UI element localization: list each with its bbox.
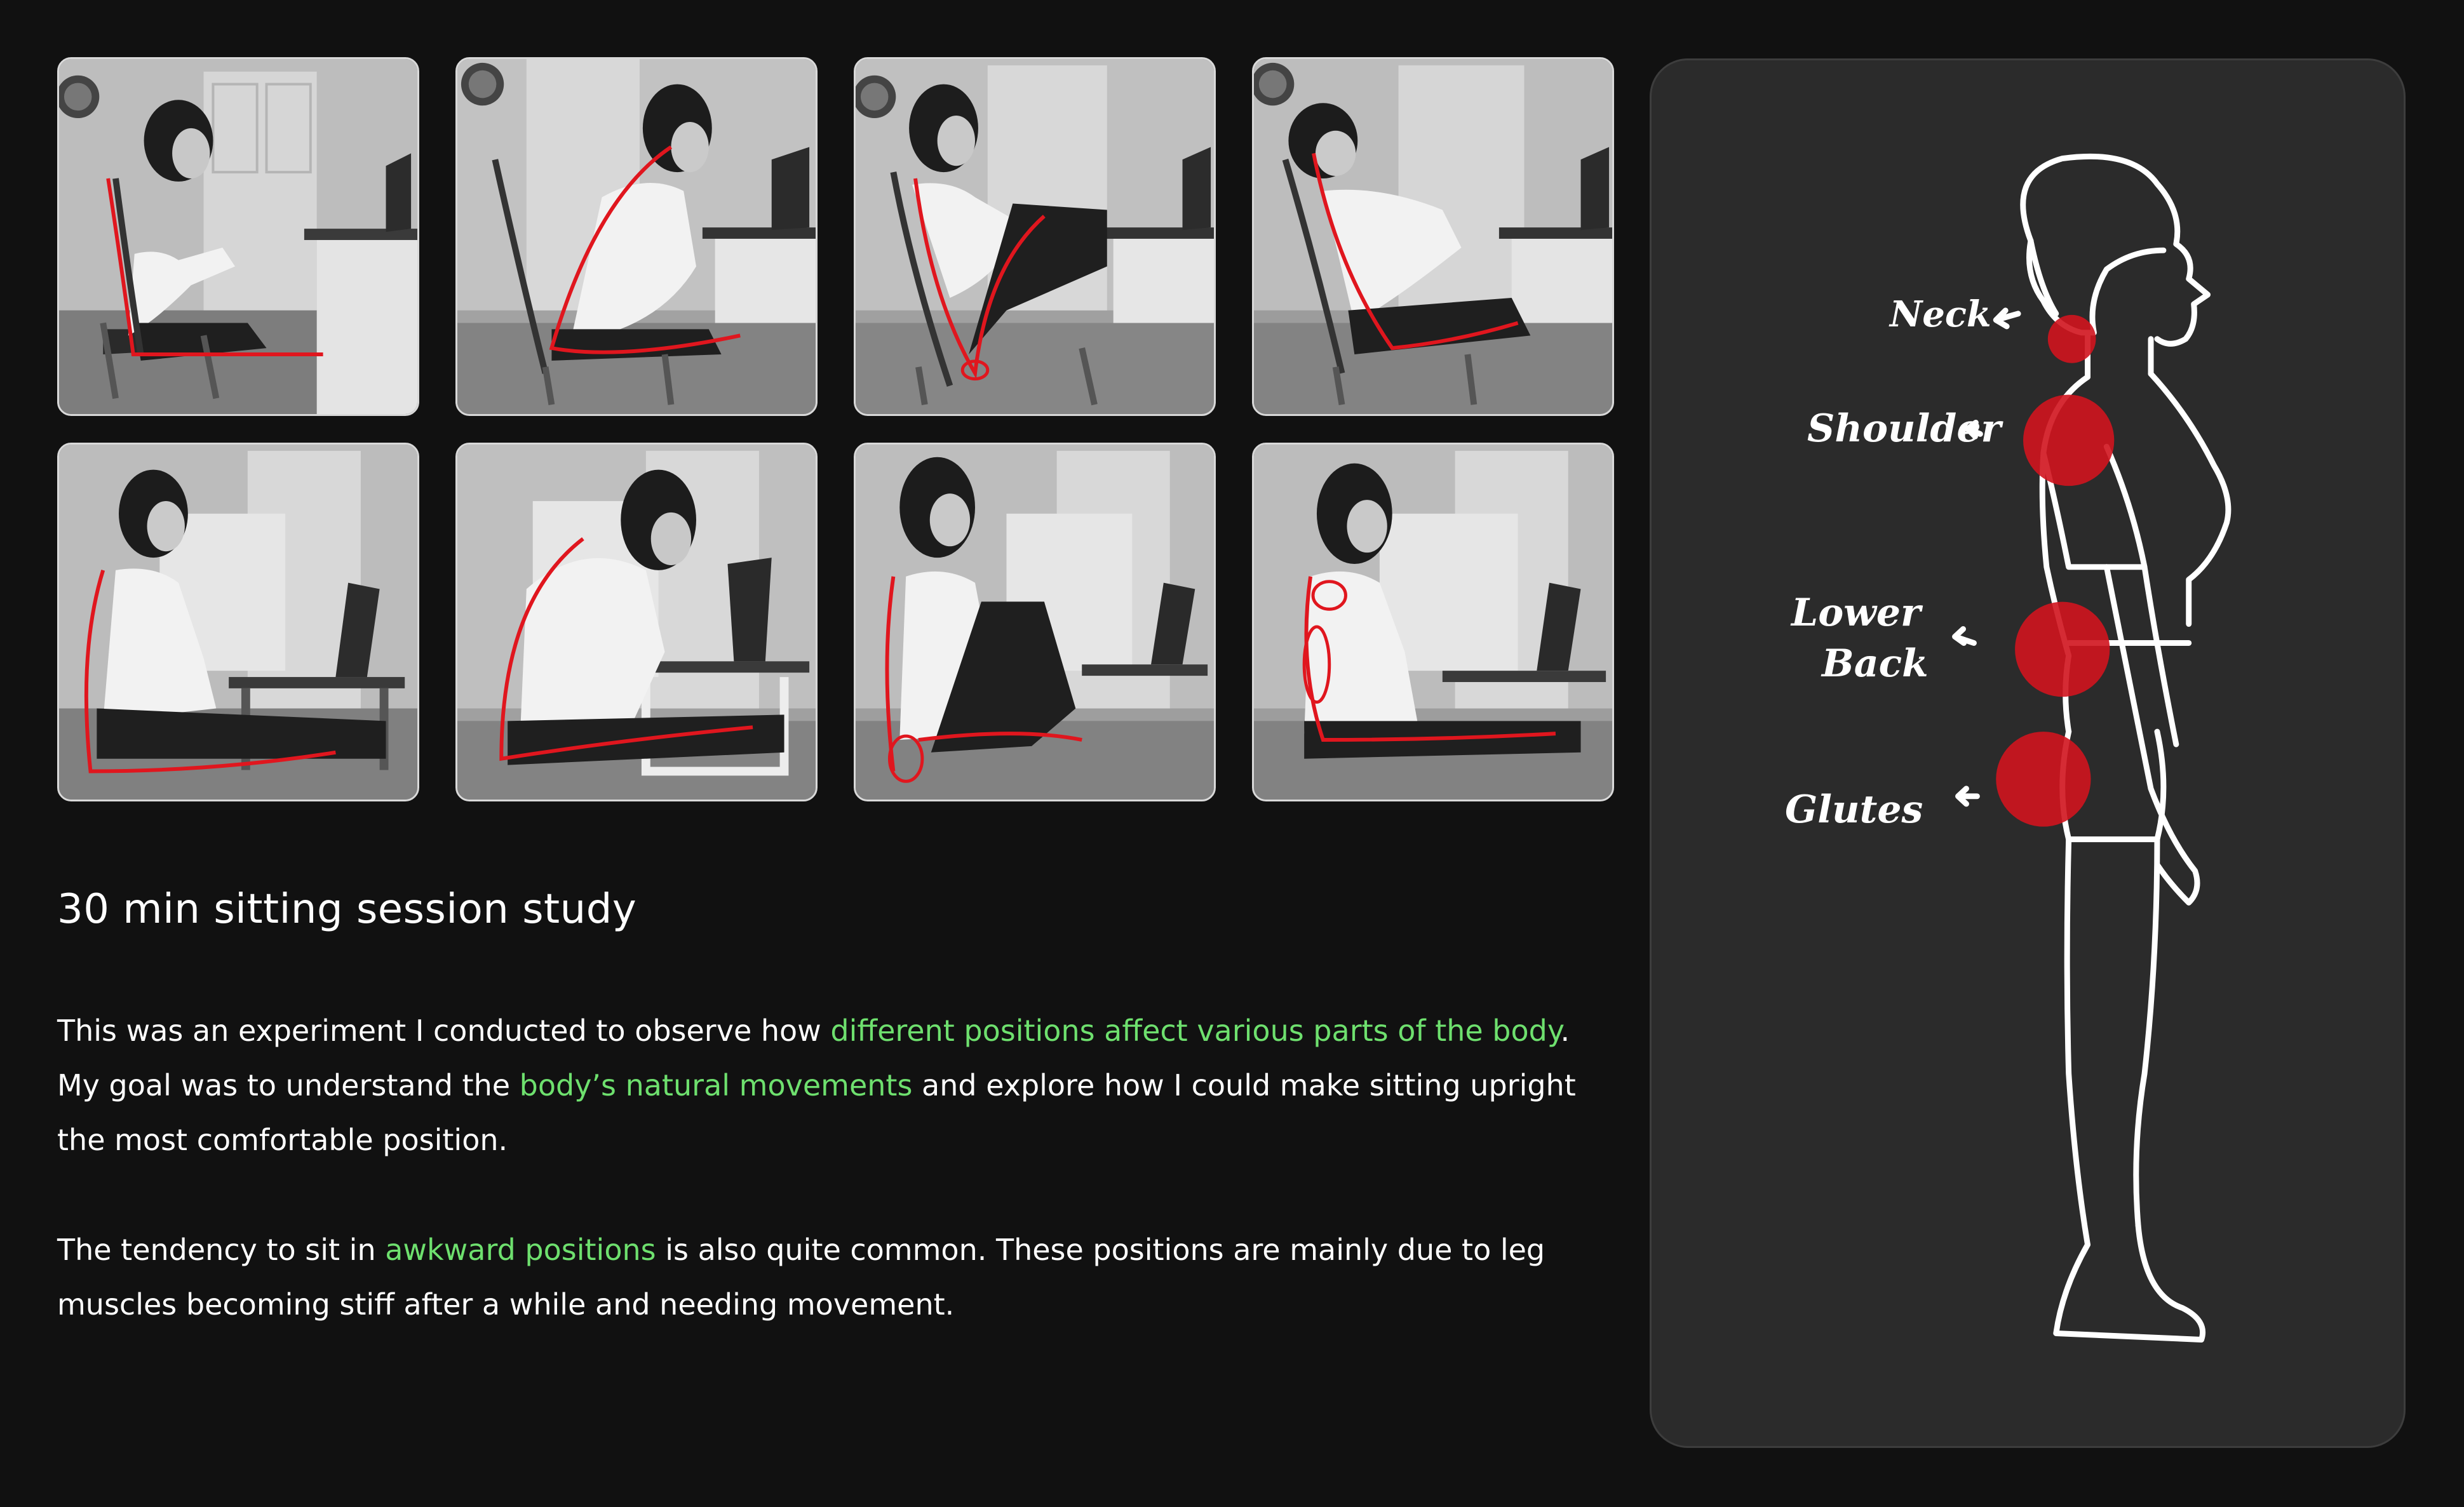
text-segment: and explore how I could make sitting upright [912,1068,1576,1102]
posture-photo-chair-slouch-forward [455,57,818,416]
paragraph-2-line-2: muscles becoming stiff after a while and needing movement. [57,1287,955,1322]
paragraph-1-line-1 [57,1003,1601,1058]
lower-back-pressure-point [2015,602,2110,697]
photo-grid [57,57,1613,801]
text-segment: . [1560,1014,1570,1048]
text-segment: My goal was to understand the [57,1068,520,1102]
neck-pressure-point [2048,315,2096,363]
paragraph-1-line-3: the most comfortable position. [57,1123,508,1157]
text-segment: The tendency to sit in [57,1233,386,1267]
posture-photo-floor-stretch [1252,443,1614,801]
label-neck: Neck [1890,293,1991,335]
glutes-pressure-point [1996,732,2090,827]
posture-photo-floor-knee-up [854,443,1216,801]
posture-photo-chair-recline [1252,57,1614,416]
highlight-text: body’s natural movements [519,1068,913,1102]
posture-photo-chair-leg-up [854,57,1216,416]
label-glutes: Glutes [1785,787,1923,832]
paragraph-1-line-2 [57,1058,1601,1113]
body-outline-illustration [1652,60,2404,1446]
study-paragraph-2 [57,1222,1601,1332]
posture-photo-floor-slouch [455,443,818,801]
label-lower-back-line-2: Back [1822,641,1929,686]
paragraph-2-line-1 [57,1222,1601,1277]
label-shoulder: Shoulder [1807,406,2002,451]
study-paragraph-1 [57,1003,1601,1167]
highlight-text: different positions affect various parts of the body [830,1014,1561,1048]
highlight-text: awkward positions [385,1233,656,1267]
section-title: 30 min sitting session study [57,886,637,933]
label-lower-back-line-1: Lower [1791,591,1921,635]
shoulder-pressure-point [2023,395,2114,486]
posture-photo-chair-upright [57,57,419,416]
posture-photo-floor-upright [57,443,419,801]
text-segment: is also quite common. These positions are mainly due to leg [656,1233,1545,1267]
text-segment: This was an experiment I conducted to observe how [57,1014,831,1048]
body-diagram-panel [1650,58,2406,1448]
pressure-points [1996,315,2114,827]
